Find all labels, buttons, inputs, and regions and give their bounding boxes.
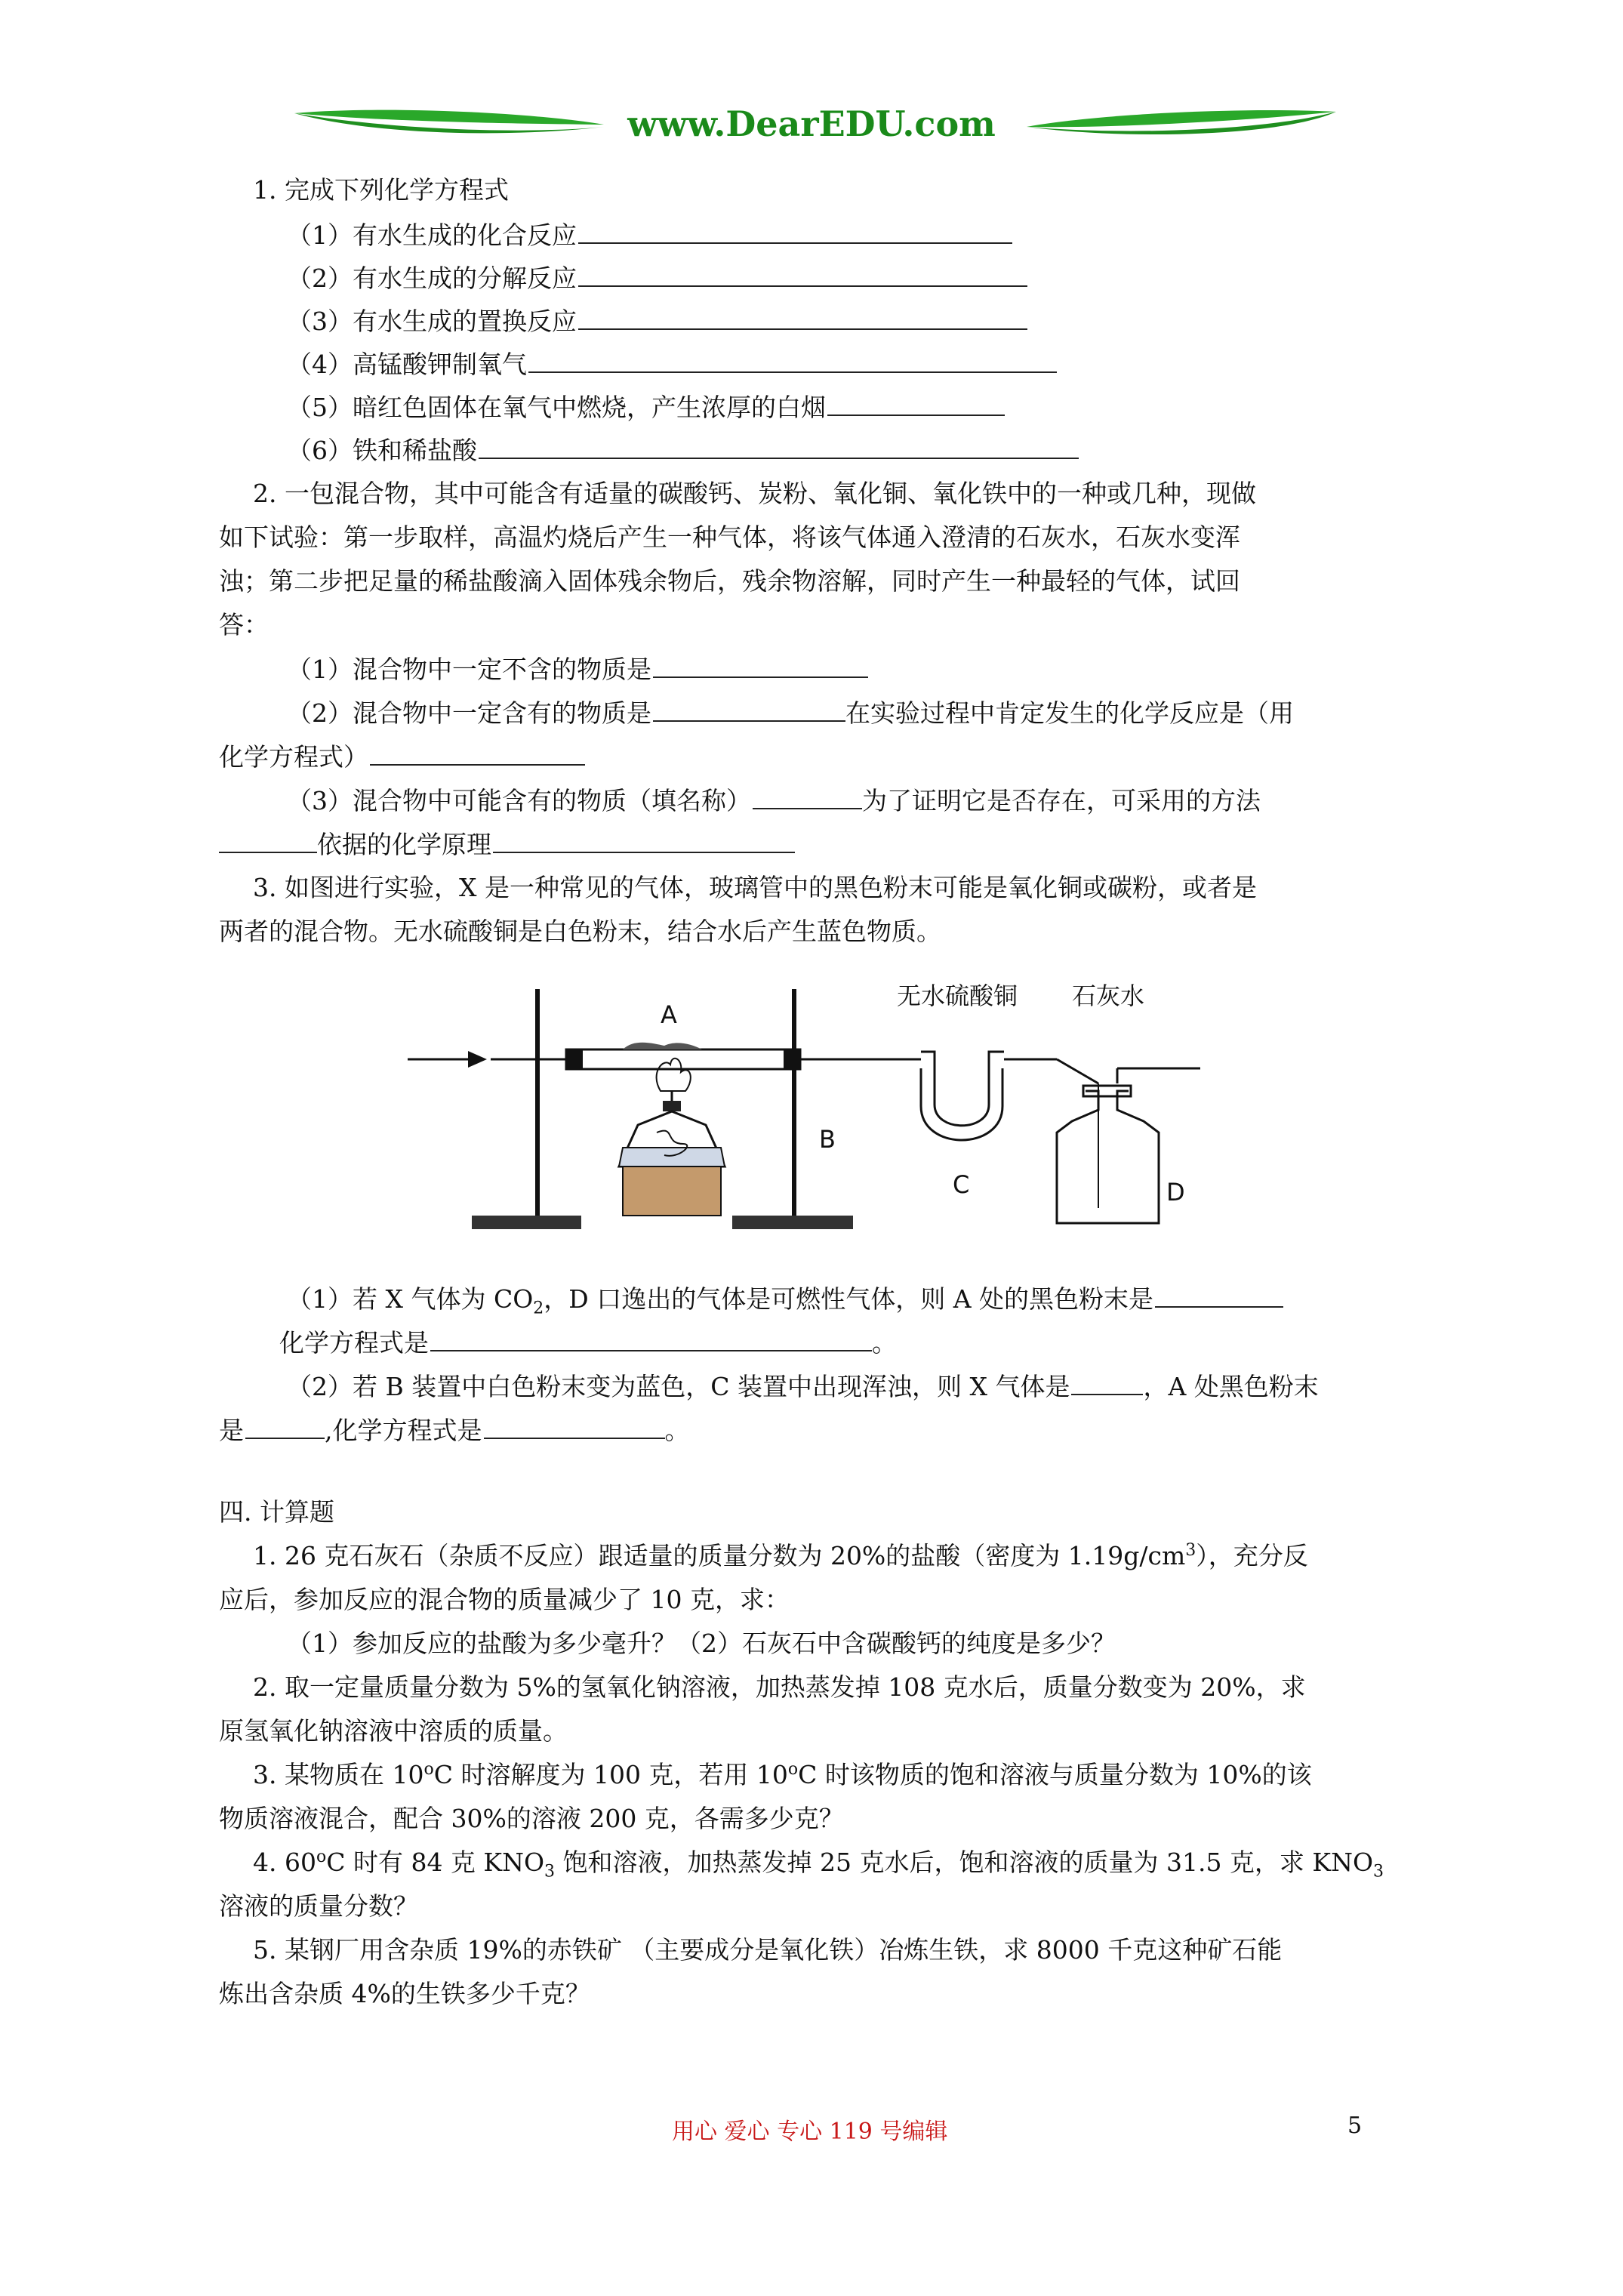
right-stand xyxy=(732,989,853,1229)
calc-4-cont: 溶液的质量分数？ xyxy=(219,1891,418,1921)
calc-3-cont: 物质溶液混合，配合 30%的溶液 200 克，各需多少克？ xyxy=(219,1804,844,1833)
q2-intro-1: 2. 一包混合物，其中可能含有适量的碳酸钙、炭粉、氧化铜、氧化铁中的一种或几种，现做 xyxy=(253,479,1256,508)
answer-blank[interactable] xyxy=(245,1415,325,1439)
answer-blank[interactable] xyxy=(753,785,862,809)
answer-blank[interactable] xyxy=(578,220,1012,244)
answer-blank[interactable] xyxy=(219,829,317,853)
answer-blank[interactable] xyxy=(653,698,845,722)
calc-2: 2. 取一定量质量分数为 5%的氢氧化钠溶液，加热蒸发掉 108 克水后，质量分数变为 20%，求 xyxy=(253,1672,1306,1702)
q3-part-1-cont: 化学方程式是 。 xyxy=(279,1328,897,1358)
q1-item-6: （6）铁和稀盐酸 xyxy=(287,435,1079,466)
q2-sub-2-cont: 化学方程式） xyxy=(219,741,585,772)
footer-text: 用心 爱心 专心 119 号编辑 xyxy=(672,2119,948,2145)
label-limewater: 石灰水 xyxy=(1072,982,1145,1010)
answer-blank[interactable] xyxy=(827,392,1005,416)
left-stand xyxy=(472,989,581,1229)
label-d: D xyxy=(1166,1178,1185,1207)
apparatus-diagram xyxy=(393,974,1238,1246)
answer-blank[interactable] xyxy=(1071,1371,1143,1395)
answer-blank[interactable] xyxy=(370,741,585,766)
q1-item-4: （4）高锰酸钾制氧气 xyxy=(287,349,1057,380)
q3-part-2-cont: 是 ,化学方程式是 。 xyxy=(219,1416,690,1445)
q3-part-2: （2）若 B 装置中白色粉末变为蓝色，C 装置中出现浑浊，则 X 气体是 ，A 处黑色粉末 xyxy=(287,1372,1319,1401)
q1-item-5: （5）暗红色固体在氧气中燃烧，产生浓厚的白烟 xyxy=(287,392,1005,423)
wooden-block xyxy=(623,1166,721,1216)
logo-text: www.DearEDU.com xyxy=(627,103,996,144)
calc-4: 4. 60$^o$C 时有 84 克 $KNO_3$ 饱和溶液，加热蒸发掉 25 克水后，饱和溶液的质量为 31.5 克，求 $KNO_3$ xyxy=(253,1848,1384,1881)
calc-1: 1. 26 克石灰石（杂质不反应）跟适量的质量分数为 20%的盐酸（密度为 $1.19g/cm^3$），充分反 xyxy=(253,1541,1308,1570)
q3-intro-1: 3. 如图进行实验，X 是一种常见的气体，玻璃管中的黑色粉末可能是氧化铜或碳粉，或者是 xyxy=(253,873,1257,902)
answer-blank[interactable] xyxy=(430,1327,872,1351)
answer-blank[interactable] xyxy=(578,306,1027,330)
q2-sub-2: （2）混合物中一定含有的物质是 在实验过程中肯定发生的化学反应是（用 xyxy=(287,698,1294,728)
calc-5: 5. 某钢厂用含杂质 19%的赤铁矿 （主要成分是氧化铁）冶炼生铁，求 8000 千克这种矿石能 xyxy=(253,1935,1283,1965)
q1-item-2: （2）有水生成的分解反应 xyxy=(287,263,1027,294)
q2-sub-3: （3）混合物中可能含有的物质（填名称） 为了证明它是否存在，可采用的方法 xyxy=(287,786,1261,815)
calc-1-cont: 应后，参加反应的混合物的质量减少了 10 克，求： xyxy=(219,1585,790,1614)
label-a: A xyxy=(661,1000,677,1029)
answer-blank[interactable] xyxy=(578,263,1027,287)
answer-blank[interactable] xyxy=(493,829,795,853)
q1-title: 1. 完成下列化学方程式 xyxy=(253,175,509,205)
answer-blank[interactable] xyxy=(1155,1284,1283,1308)
calc-1-questions: （1）参加反应的盐酸为多少毫升？（2）石灰石中含碳酸钙的纯度是多少？ xyxy=(287,1629,1116,1658)
answer-blank[interactable] xyxy=(528,349,1057,373)
alcohol-burner xyxy=(619,1059,725,1166)
q3-part-1: （1）若 X 气体为 $CO_2$，D 口逸出的气体是可燃性气体，则 A 处的黑色粉末是 xyxy=(287,1284,1283,1314)
glass-tube-a xyxy=(566,1043,913,1069)
q2-intro-4: 答： xyxy=(219,610,269,639)
answer-blank[interactable] xyxy=(484,1415,665,1439)
calc-3: 3. 某物质在 10$^o$C 时溶解度为 100 克，若用 10$^o$C 时该物质的饱和溶液与质量分数为 10%的该 xyxy=(253,1760,1312,1789)
q2-intro-3: 浊；第二步把足量的稀盐酸滴入固体残余物后，残余物溶解，同时产生一种最轻的气体，试回 xyxy=(219,566,1240,596)
q1-item-1: （1）有水生成的化合反应 xyxy=(287,220,1012,251)
gas-inlet-arrow xyxy=(408,1051,487,1068)
dearedu-logo xyxy=(0,91,1623,159)
calc-2-cont: 原氢氧化钠溶液中溶质的质量。 xyxy=(219,1716,568,1746)
label-b: B xyxy=(819,1125,836,1154)
answer-blank[interactable] xyxy=(479,435,1079,459)
q3-intro-2: 两者的混合物。无水硫酸铜是白色粉末，结合水后产生蓝色物质。 xyxy=(219,917,941,946)
label-c: C xyxy=(953,1170,970,1199)
q2-sub-1: （1）混合物中一定不含的物质是 xyxy=(287,654,868,685)
calc-5-cont: 炼出含杂质 4%的生铁多少千克？ xyxy=(219,1979,590,2008)
section-4-title: 四. 计算题 xyxy=(219,1497,334,1527)
q2-intro-2: 如下试验：第一步取样，高温灼烧后产生一种气体，将该气体通入澄清的石灰水，石灰水变浑 xyxy=(219,522,1240,552)
q1-item-3: （3）有水生成的置换反应 xyxy=(287,306,1027,337)
page-number: 5 xyxy=(1347,2113,1363,2139)
label-cuso4: 无水硫酸铜 xyxy=(897,982,1018,1010)
answer-blank[interactable] xyxy=(653,654,868,678)
q2-sub-3-cont: 依据的化学原理 xyxy=(219,829,795,860)
